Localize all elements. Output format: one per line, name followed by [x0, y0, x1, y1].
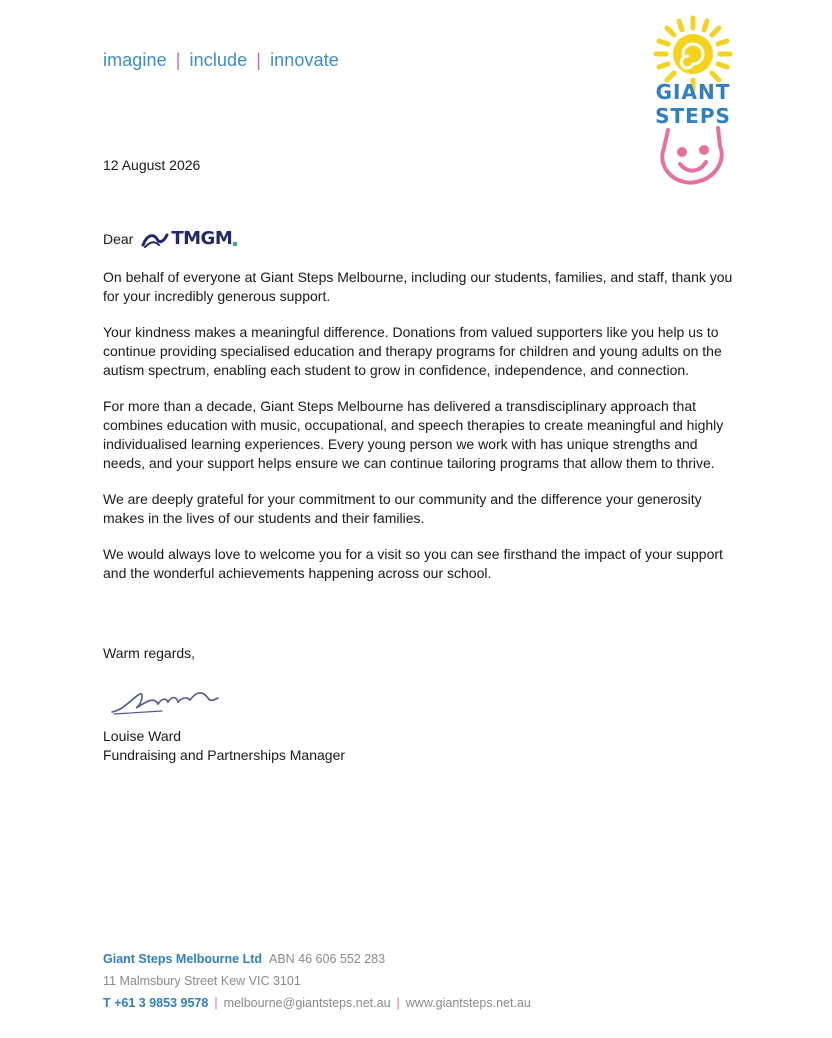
logo-word-steps: STEPS — [655, 104, 731, 128]
tmgm-swoosh-icon — [141, 229, 169, 249]
footer-separator: | — [396, 996, 400, 1010]
tagline-include: include — [189, 50, 248, 70]
signer-name: Louise Ward — [103, 728, 182, 744]
paragraph: We are deeply grateful for your commitment to our community and the difference your generosity makes in the lives of our students and their families. — [103, 491, 702, 526]
letter-body — [103, 268, 733, 600]
tagline-separator: | — [175, 50, 181, 70]
salutation — [103, 228, 237, 249]
footer-phone: T +61 3 9853 9578 — [103, 996, 209, 1010]
footer-website[interactable]: www.giantsteps.net.au — [405, 996, 531, 1010]
tagline-imagine: imagine — [103, 50, 167, 70]
smiley-face-icon — [650, 126, 736, 186]
tagline-separator: | — [256, 50, 262, 70]
paragraph: For more than a decade, Giant Steps Melbourne has delivered a transdisciplinary approach that combines education with music, occupational, and speech therapies to create meaningful and highly individualised learning experiences. Every young person we work with has unique strengths and needs, and your support helps ensure we can continue tailoring programs that allow them to thrive. — [103, 398, 724, 471]
tmgm-wordmark: TMGM — [171, 228, 233, 249]
signer-title: Fundraising and Partnerships Manager — [103, 747, 346, 763]
signer-block — [103, 727, 345, 765]
signature-image — [110, 684, 220, 716]
footer-org-name: Giant Steps Melbourne Ltd — [103, 952, 263, 966]
letter-date: 12 August 2026 — [103, 157, 201, 173]
giant-steps-logo — [650, 14, 736, 186]
footer-address: 11 Malmsbury Street Kew VIC 3101 — [103, 974, 301, 988]
footer-org-line — [103, 948, 531, 970]
tmgm-green-dot — [233, 242, 237, 246]
closing: Warm regards, — [103, 645, 196, 661]
footer-email[interactable]: melbourne@giantsteps.net.au — [223, 996, 391, 1010]
tagline-innovate: innovate — [270, 50, 339, 70]
footer-abn: ABN 46 606 552 283 — [269, 952, 386, 966]
logo-word-giant: GIANT — [655, 80, 731, 104]
paragraph: We would always love to welcome you for a visit so you can see firsthand the impact of your support and the wonderful achievements happening across our school. — [103, 546, 723, 581]
tagline — [103, 50, 339, 71]
salutation-dear: Dear — [103, 230, 134, 247]
letterhead-footer — [103, 948, 531, 1014]
paragraph: On behalf of everyone at Giant Steps Melbourne, including our students, families, and staff, thank you for your incredibly generous support. — [103, 269, 733, 304]
footer-separator: | — [214, 996, 218, 1010]
footer-contact-line — [103, 992, 531, 1014]
tmgm-logo — [141, 228, 237, 249]
paragraph: Your kindness makes a meaningful difference. Donations from valued supporters like you help us to continue providing specialised education and therapy programs for children and young adults on the autism spectrum, enabling each student to grow in confidence, independence, and connection. — [103, 324, 722, 378]
